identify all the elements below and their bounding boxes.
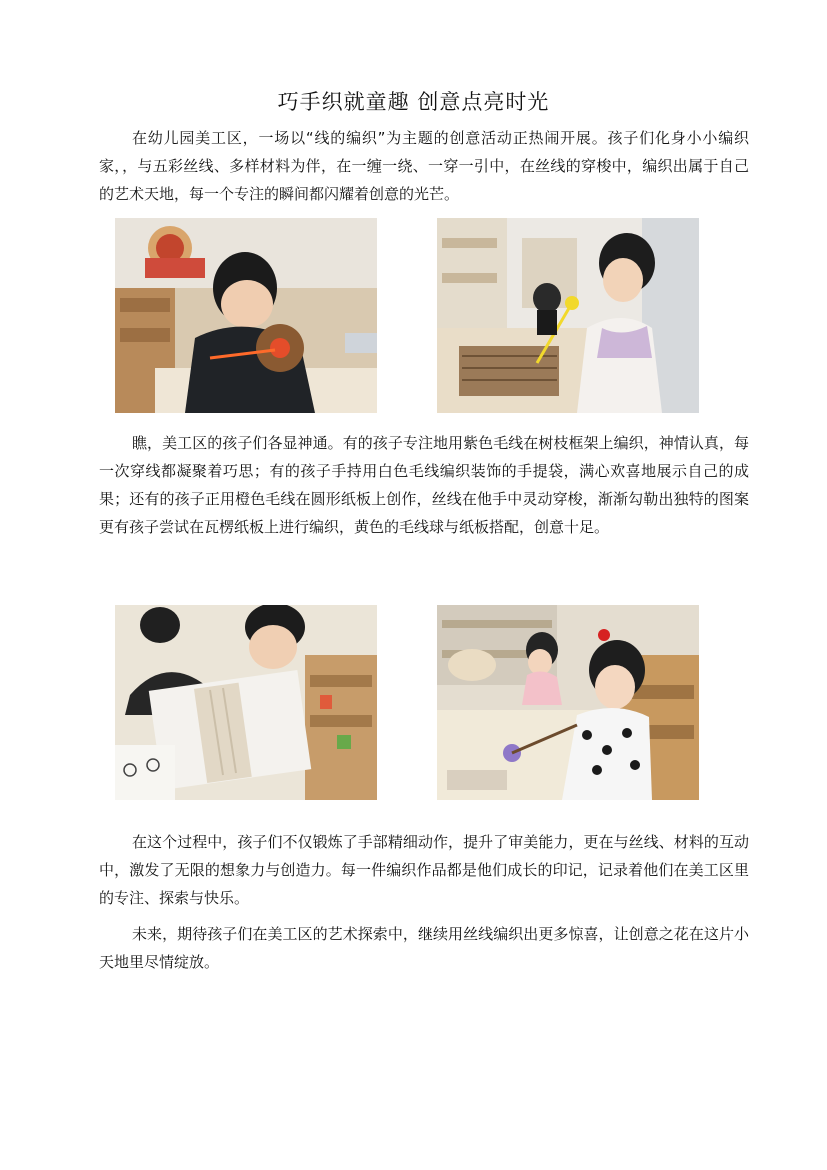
paragraph-activities: 瞧，美工区的孩子们各显神通。有的孩子专注地用紫色毛线在树枝框架上编织，神情认真，每一次穿线都凝聚着巧思；有的孩子手持用白色毛线编织装饰的手提袋，满心欢喜地展示自己的成果；还有的孩子正用橙色毛线在圆形纸板上创作，丝线在他手中灵动穿梭，渐渐勾勒出独特的图案 更有孩子尝试在瓦楞纸板上进行编织，黄色的毛线球与纸板搭配，创意十足。 <box>99 434 749 536</box>
photo-boy-round-weaving <box>115 218 377 413</box>
photo-girl-corrugated-weaving <box>437 218 699 413</box>
paragraph-intro: 在幼儿园美工区，一场以“线的编织”为主题的创意活动正热闹开展。孩子们化身小小编织家，，与五彩丝线、多样材料为伴，在一缠一绕、一穿一引中，在丝线的穿梭中，编织出属于自己的艺术天地，每一个专注的瞬间都闪耀着创意的光芒。 <box>99 129 749 203</box>
paragraph-growth: 在这个过程中，孩子们不仅锻炼了手部精细动作，提升了审美能力，更在与丝线、材料的互动中，激发了无限的想象力与创造力。每一件编织作品都是他们成长的印记，记录着他们在美工区里的专注、探索与快乐。 <box>99 833 749 907</box>
photo-girl-purple-yarn <box>437 605 699 800</box>
article-title: 巧手织就童趣 创意点亮时光 <box>277 90 550 114</box>
photo-boy-woven-bag <box>115 605 377 800</box>
paragraph-future: 未来，期待孩子们在美工区的艺术探索中，继续用丝线编织出更多惊喜，让创意之花在这片小天地里尽情绽放。 <box>99 925 749 971</box>
